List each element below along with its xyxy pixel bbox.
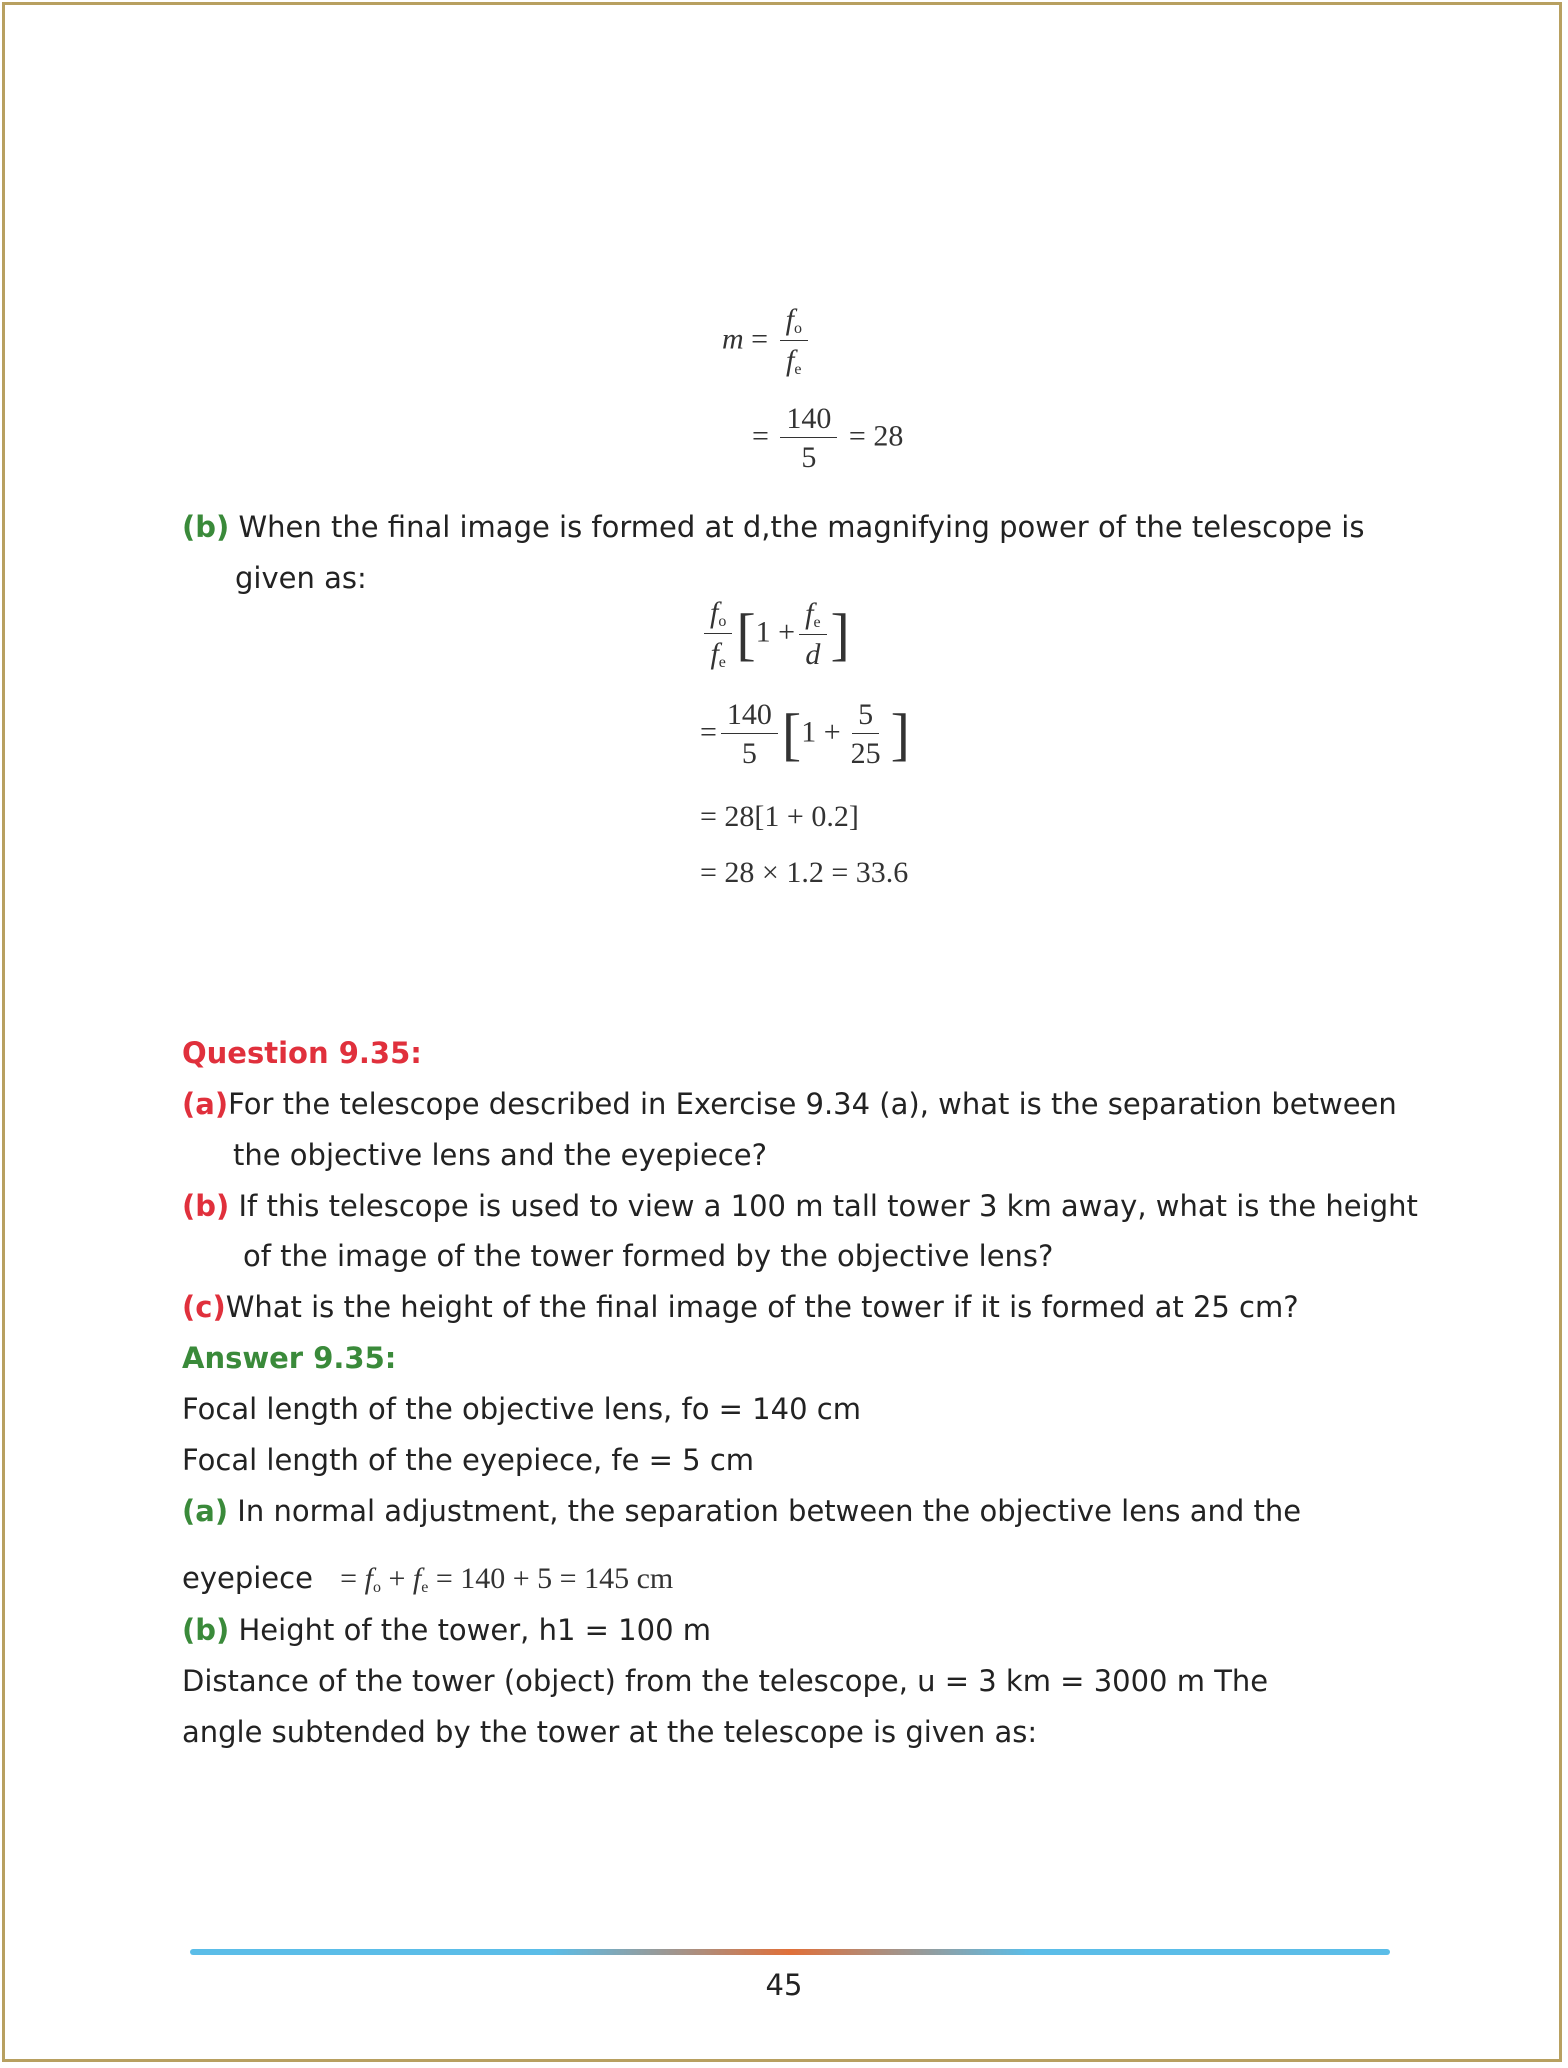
answer-distance-line-2 — [182, 1715, 1037, 1750]
part-text: given as: — [235, 561, 367, 595]
answer-heading: Answer 9.35: — [182, 1341, 397, 1375]
question-a-line-1 — [182, 1087, 1397, 1122]
part-text: of the image of the tower formed by the objective lens? — [243, 1239, 1054, 1273]
math-plus: + — [388, 1562, 406, 1595]
math-var: m — [722, 322, 744, 356]
part-text: In normal adjustment, the separation between the objective lens and the — [237, 1494, 1302, 1528]
fraction-num: 5 — [852, 700, 879, 734]
subscript: o — [793, 320, 802, 337]
answer-text: angle subtended by the tower at the telescope is given as: — [182, 1715, 1038, 1749]
answer-text: eyepiece — [182, 1561, 313, 1595]
part-label: (b) — [182, 1189, 230, 1223]
fraction — [704, 598, 732, 671]
answer-distance-line-1 — [182, 1664, 1268, 1699]
fraction — [799, 599, 826, 670]
question-a-line-2 — [233, 1138, 767, 1173]
question-b-line-2 — [243, 1239, 1053, 1274]
part-text: For the telescope described in Exercise 9.34 (a), what is the separation between — [228, 1087, 1397, 1121]
fraction-num: 140 — [780, 404, 837, 438]
f-symbol: f — [785, 303, 794, 336]
equation-b-line-2 — [700, 700, 910, 769]
bracket-close: ] — [890, 701, 910, 767]
bracket-close: ] — [830, 601, 850, 667]
answer-text: Focal length of the eyepiece, fe = 5 cm — [182, 1443, 755, 1477]
f-symbol: f — [412, 1562, 422, 1595]
part-label: (b) — [182, 1613, 230, 1647]
math-eq: = — [700, 715, 717, 749]
part-label: (a) — [182, 1087, 229, 1121]
math-result: = 140 + 5 = 145 cm — [435, 1562, 674, 1595]
fraction-num — [799, 599, 826, 635]
answer-text: Focal length of the objective lens, fo = 140 cm — [182, 1392, 861, 1426]
math-line: = 28 × 1.2 = 33.6 — [700, 856, 909, 889]
answer-b-line — [182, 1613, 711, 1648]
answer-eyepiece-line — [182, 1561, 673, 1596]
subscript: o — [372, 1579, 381, 1596]
f-symbol: f — [710, 637, 719, 670]
bracket-open: [ — [736, 601, 756, 667]
math-term: 1 + — [755, 615, 796, 649]
math-term: 1 + — [801, 715, 841, 749]
math-eq: = — [752, 419, 769, 453]
answer-a-line — [182, 1494, 1301, 1529]
answer-text: Distance of the tower (object) from the telescope, u = 3 km = 3000 m The — [182, 1664, 1269, 1698]
subscript: e — [813, 614, 821, 631]
answer-fo-line — [182, 1392, 861, 1427]
part-text: If this telescope is used to view a 100 m tall tower 3 km away, what is the height — [238, 1189, 1418, 1223]
fraction — [845, 700, 887, 769]
fraction — [780, 305, 808, 378]
fraction-num — [780, 305, 808, 341]
part-text: Height of the tower, h1 = 100 m — [238, 1613, 711, 1647]
f-symbol: f — [364, 1562, 373, 1595]
fraction-den: 25 — [850, 737, 881, 770]
f-symbol: f — [786, 344, 795, 377]
answer-title — [182, 1341, 396, 1376]
part-text: the objective lens and the eyepiece? — [233, 1138, 767, 1172]
part-label: (b) — [182, 510, 230, 544]
fraction-den: 5 — [741, 737, 757, 770]
fraction — [780, 404, 837, 473]
subscript: o — [718, 613, 727, 630]
math-eq: = — [751, 322, 769, 356]
subscript: e — [421, 1579, 429, 1596]
page-number: 45 — [765, 1968, 803, 2002]
subscript: e — [718, 654, 726, 671]
part-label: (a) — [182, 1494, 229, 1528]
part-label: (c) — [182, 1290, 226, 1324]
math-eq: = — [340, 1562, 358, 1595]
math-result: = 28 — [848, 419, 904, 453]
question-c-line — [182, 1290, 1299, 1325]
equation-b-line-3 — [700, 802, 859, 832]
fraction-num — [704, 598, 732, 634]
footer-divider — [190, 1949, 1390, 1955]
fraction-den: 5 — [801, 441, 817, 474]
equation-magnification-value — [752, 404, 903, 473]
part-text: What is the height of the final image of the tower if it is formed at 25 cm? — [225, 1290, 1299, 1324]
eyepiece-equation — [340, 1562, 673, 1595]
fraction-den — [704, 634, 731, 671]
fraction-den — [780, 341, 807, 378]
bracket-open: [ — [781, 701, 802, 767]
equation-b-line-4 — [700, 858, 908, 888]
fraction-den — [799, 635, 826, 670]
part-text: When the final image is formed at d,the magnifying power of the telescope is — [238, 510, 1365, 544]
answer-fe-line — [182, 1443, 754, 1478]
equation-magnification — [722, 305, 812, 378]
question-heading: Question 9.35: — [182, 1036, 422, 1070]
question-b-line-1 — [182, 1189, 1418, 1224]
part-b-line-1 — [182, 510, 1364, 545]
math-line: = 28[1 + 0.2] — [700, 800, 859, 833]
fraction — [721, 700, 778, 769]
d-symbol: d — [805, 638, 821, 671]
question-title — [182, 1036, 422, 1071]
fraction-num: 140 — [721, 700, 778, 734]
part-b-line-2 — [235, 561, 367, 596]
f-symbol: f — [805, 597, 814, 630]
f-symbol: f — [710, 596, 719, 629]
equation-b-line-1 — [700, 598, 850, 671]
subscript: e — [794, 361, 802, 378]
